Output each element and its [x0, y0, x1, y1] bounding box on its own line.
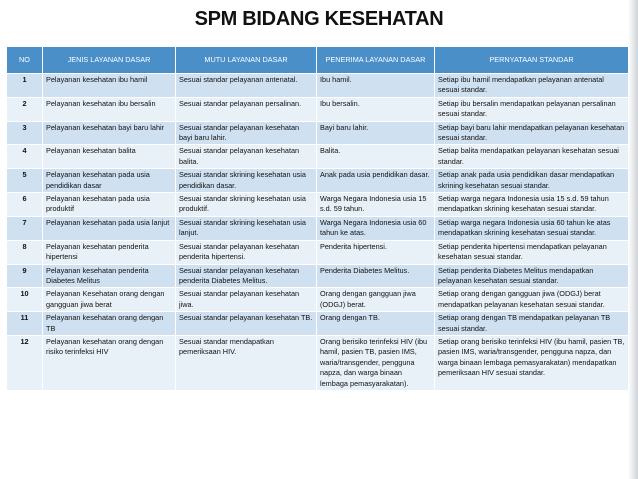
cell-penerima-layanan: Ibu bersalin. — [317, 97, 435, 121]
cell-jenis-layanan: Pelayanan kesehatan pada usia produktif — [43, 193, 176, 217]
cell-no: 3 — [7, 121, 43, 145]
cell-mutu-layanan: Sesuai standar skrining kesehatan usia produktif. — [176, 193, 317, 217]
cell-penerima-layanan: Penderita Diabetes Melitus. — [317, 264, 435, 288]
table-row — [7, 193, 629, 217]
cell-no: 11 — [7, 312, 43, 336]
table-row — [7, 264, 629, 288]
cell-no: 8 — [7, 240, 43, 264]
cell-mutu-layanan: Sesuai standar mendapatkan pemeriksaan HIV. — [176, 335, 317, 390]
spm-table — [6, 46, 629, 391]
cell-mutu-layanan: Sesuai standar pelayanan kesehatan penderita Diabetes Melitus. — [176, 264, 317, 288]
table-row — [7, 216, 629, 240]
cell-jenis-layanan: Pelayanan kesehatan balita — [43, 145, 176, 169]
cell-penerima-layanan: Orang berisiko terinfeksi HIV (ibu hamil, pasien TB, pasien IMS, waria/transgender, pengguna napza, dan warga binaan lembaga pemasyarakatan). — [317, 335, 435, 390]
cell-no: 1 — [7, 74, 43, 98]
cell-penerima-layanan: Ibu hamil. — [317, 74, 435, 98]
cell-penerima-layanan: Warga Negara Indonesia usia 15 s.d. 59 tahun. — [317, 193, 435, 217]
cell-no: 6 — [7, 193, 43, 217]
cell-mutu-layanan: Sesuai standar skrining kesehatan usia pendidikan dasar. — [176, 169, 317, 193]
cell-penerima-layanan: Orang dengan TB. — [317, 312, 435, 336]
cell-pernyataan-standar: Setiap balita mendapatkan pelayanan kesehatan sesuai standar. — [435, 145, 629, 169]
cell-penerima-layanan: Bayi baru lahir. — [317, 121, 435, 145]
cell-pernyataan-standar: Setiap bayi baru lahir mendapatkan pelayanan kesehatan sesuai standar. — [435, 121, 629, 145]
cell-mutu-layanan: Sesuai standar pelayanan kesehatan penderita hipertensi. — [176, 240, 317, 264]
cell-mutu-layanan: Sesuai standar pelayanan kesehatan TB. — [176, 312, 317, 336]
cell-mutu-layanan: Sesuai standar pelayanan kesehatan balita. — [176, 145, 317, 169]
cell-jenis-layanan: Pelayanan kesehatan ibu bersalin — [43, 97, 176, 121]
cell-no: 4 — [7, 145, 43, 169]
table-header-row — [7, 47, 629, 74]
cell-mutu-layanan: Sesuai standar skrining kesehatan usia lanjut. — [176, 216, 317, 240]
cell-no: 7 — [7, 216, 43, 240]
cell-jenis-layanan: Pelayanan kesehatan orang dengan risiko terinfeksi HIV — [43, 335, 176, 390]
table-row — [7, 312, 629, 336]
cell-pernyataan-standar: Setiap penderita Diabetes Melitus mendapatkan pelayanan kesehatan sesuai standar. — [435, 264, 629, 288]
cell-mutu-layanan: Sesuai standar pelayanan kesehatan bayi baru lahir. — [176, 121, 317, 145]
table-row — [7, 240, 629, 264]
cell-no: 12 — [7, 335, 43, 390]
table-row — [7, 121, 629, 145]
cell-no: 10 — [7, 288, 43, 312]
cell-penerima-layanan: Warga Negara Indonesia usia 60 tahun ke atas. — [317, 216, 435, 240]
cell-mutu-layanan: Sesuai standar pelayanan persalinan. — [176, 97, 317, 121]
cell-pernyataan-standar: Setiap anak pada usia pendidikan dasar mendapatkan skrining kesehatan sesuai standar. — [435, 169, 629, 193]
cell-jenis-layanan: Pelayanan kesehatan ibu hamil — [43, 74, 176, 98]
table-row — [7, 169, 629, 193]
cell-jenis-layanan: Pelayanan kesehatan bayi baru lahir — [43, 121, 176, 145]
header-penerima-layanan: PENERIMA LAYANAN DASAR — [317, 47, 435, 74]
table-row — [7, 335, 629, 390]
cell-pernyataan-standar: Setiap ibu hamil mendapatkan pelayanan antenatal sesuai standar. — [435, 74, 629, 98]
cell-penerima-layanan: Orang dengan gangguan jiwa (ODGJ) berat. — [317, 288, 435, 312]
cell-pernyataan-standar: Setiap ibu bersalin mendapatkan pelayanan persalinan sesuai standar. — [435, 97, 629, 121]
cell-penerima-layanan: Anak pada usia pendidikan dasar. — [317, 169, 435, 193]
header-no: NO — [7, 47, 43, 74]
table-row — [7, 74, 629, 98]
cell-mutu-layanan: Sesuai standar pelayanan antenatal. — [176, 74, 317, 98]
cell-pernyataan-standar: Setiap penderita hipertensi mendapatkan pelayanan kesehatan sesuai standar. — [435, 240, 629, 264]
cell-pernyataan-standar: Setiap orang dengan TB mendapatkan pelayanan TB sesuai standar. — [435, 312, 629, 336]
cell-pernyataan-standar: Setiap warga negara Indonesia usia 15 s.d. 59 tahun mendapatkan skrining kesehatan sesuai standar. — [435, 193, 629, 217]
cell-jenis-layanan: Pelayanan kesehatan pada usia pendidikan dasar — [43, 169, 176, 193]
cell-penerima-layanan: Balita. — [317, 145, 435, 169]
cell-no: 5 — [7, 169, 43, 193]
cell-pernyataan-standar: Setiap warga negara Indonesia usia 60 tahun ke atas mendapatkan skrining kesehatan sesuai standar. — [435, 216, 629, 240]
cell-no: 9 — [7, 264, 43, 288]
header-jenis-layanan: JENIS LAYANAN DASAR — [43, 47, 176, 74]
cell-penerima-layanan: Penderita hipertensi. — [317, 240, 435, 264]
header-pernyataan-standar: PERNYATAAN STANDAR — [435, 47, 629, 74]
cell-no: 2 — [7, 97, 43, 121]
cell-jenis-layanan: Pelayanan kesehatan penderita hipertensi — [43, 240, 176, 264]
slide-edge-decoration — [628, 0, 638, 479]
header-mutu-layanan: MUTU LAYANAN DASAR — [176, 47, 317, 74]
page-title: SPM BIDANG KESEHATAN — [194, 8, 444, 30]
table-row — [7, 145, 629, 169]
cell-jenis-layanan: Pelayanan kesehatan orang dengan TB — [43, 312, 176, 336]
cell-jenis-layanan: Pelayanan Kesehatan orang dengan gangguan jiwa berat — [43, 288, 176, 312]
cell-jenis-layanan: Pelayanan kesehatan penderita Diabetes Melitus — [43, 264, 176, 288]
table-row — [7, 288, 629, 312]
cell-pernyataan-standar: Setiap orang berisiko terinfeksi HIV (ibu hamil, pasien TB, pasien IMS, waria/transgender, pengguna napza, dan warga binaan lembaga pemasyarakatan) mendapatkan pemeriksaan HIV sesuai standar. — [435, 335, 629, 390]
cell-mutu-layanan: Sesuai standar pelayanan kesehatan jiwa. — [176, 288, 317, 312]
table-row — [7, 97, 629, 121]
cell-pernyataan-standar: Setiap orang dengan gangguan jiwa (ODGJ) berat mendapatkan pelayanan kesehatan sesuai standar. — [435, 288, 629, 312]
cell-jenis-layanan: Pelayanan kesehatan pada usia lanjut — [43, 216, 176, 240]
